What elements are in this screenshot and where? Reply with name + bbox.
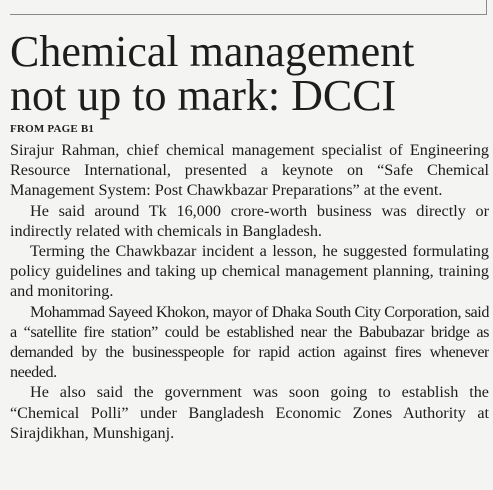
article-headline	[10, 27, 486, 120]
body-paragraph: Mohammad Sayeed Khokon, mayor of Dhaka South City Corporation, said a “satellite fire station” could be established near the Babubazar bridge as demanded by the businesspeople for rapid action against fires whenever needed.	[10, 302, 489, 382]
headline-line-2: not up to mark: DCCI	[10, 71, 397, 120]
body-paragraph: He also said the government was soon going to establish the “Chemical Polli” under Bangladesh Economic Zones Authority at Sirajdikhan, Munshiganj.	[10, 383, 489, 442]
continuation-kicker: FROM PAGE B1	[10, 123, 95, 135]
headline-line-1: Chemical management	[10, 27, 415, 76]
column-divider	[486, 0, 487, 15]
body-paragraph: He said around Tk 16,000 crore-worth business was directly or indirectly related with chemicals in Bangladesh.	[10, 201, 489, 240]
article-body	[10, 140, 489, 490]
body-paragraph: Terming the Chawkbazar incident a lesson, he suggested formulating policy guidelines and taking up chemical management planning, training and monitoring.	[10, 242, 489, 301]
top-divider	[10, 14, 487, 15]
body-paragraph: Sirajur Rahman, chief chemical management specialist of Engineering Resource International, presented a keynote on “Safe Chemical Management System: Post Chawkbazar Preparations” at the event.	[10, 141, 489, 200]
